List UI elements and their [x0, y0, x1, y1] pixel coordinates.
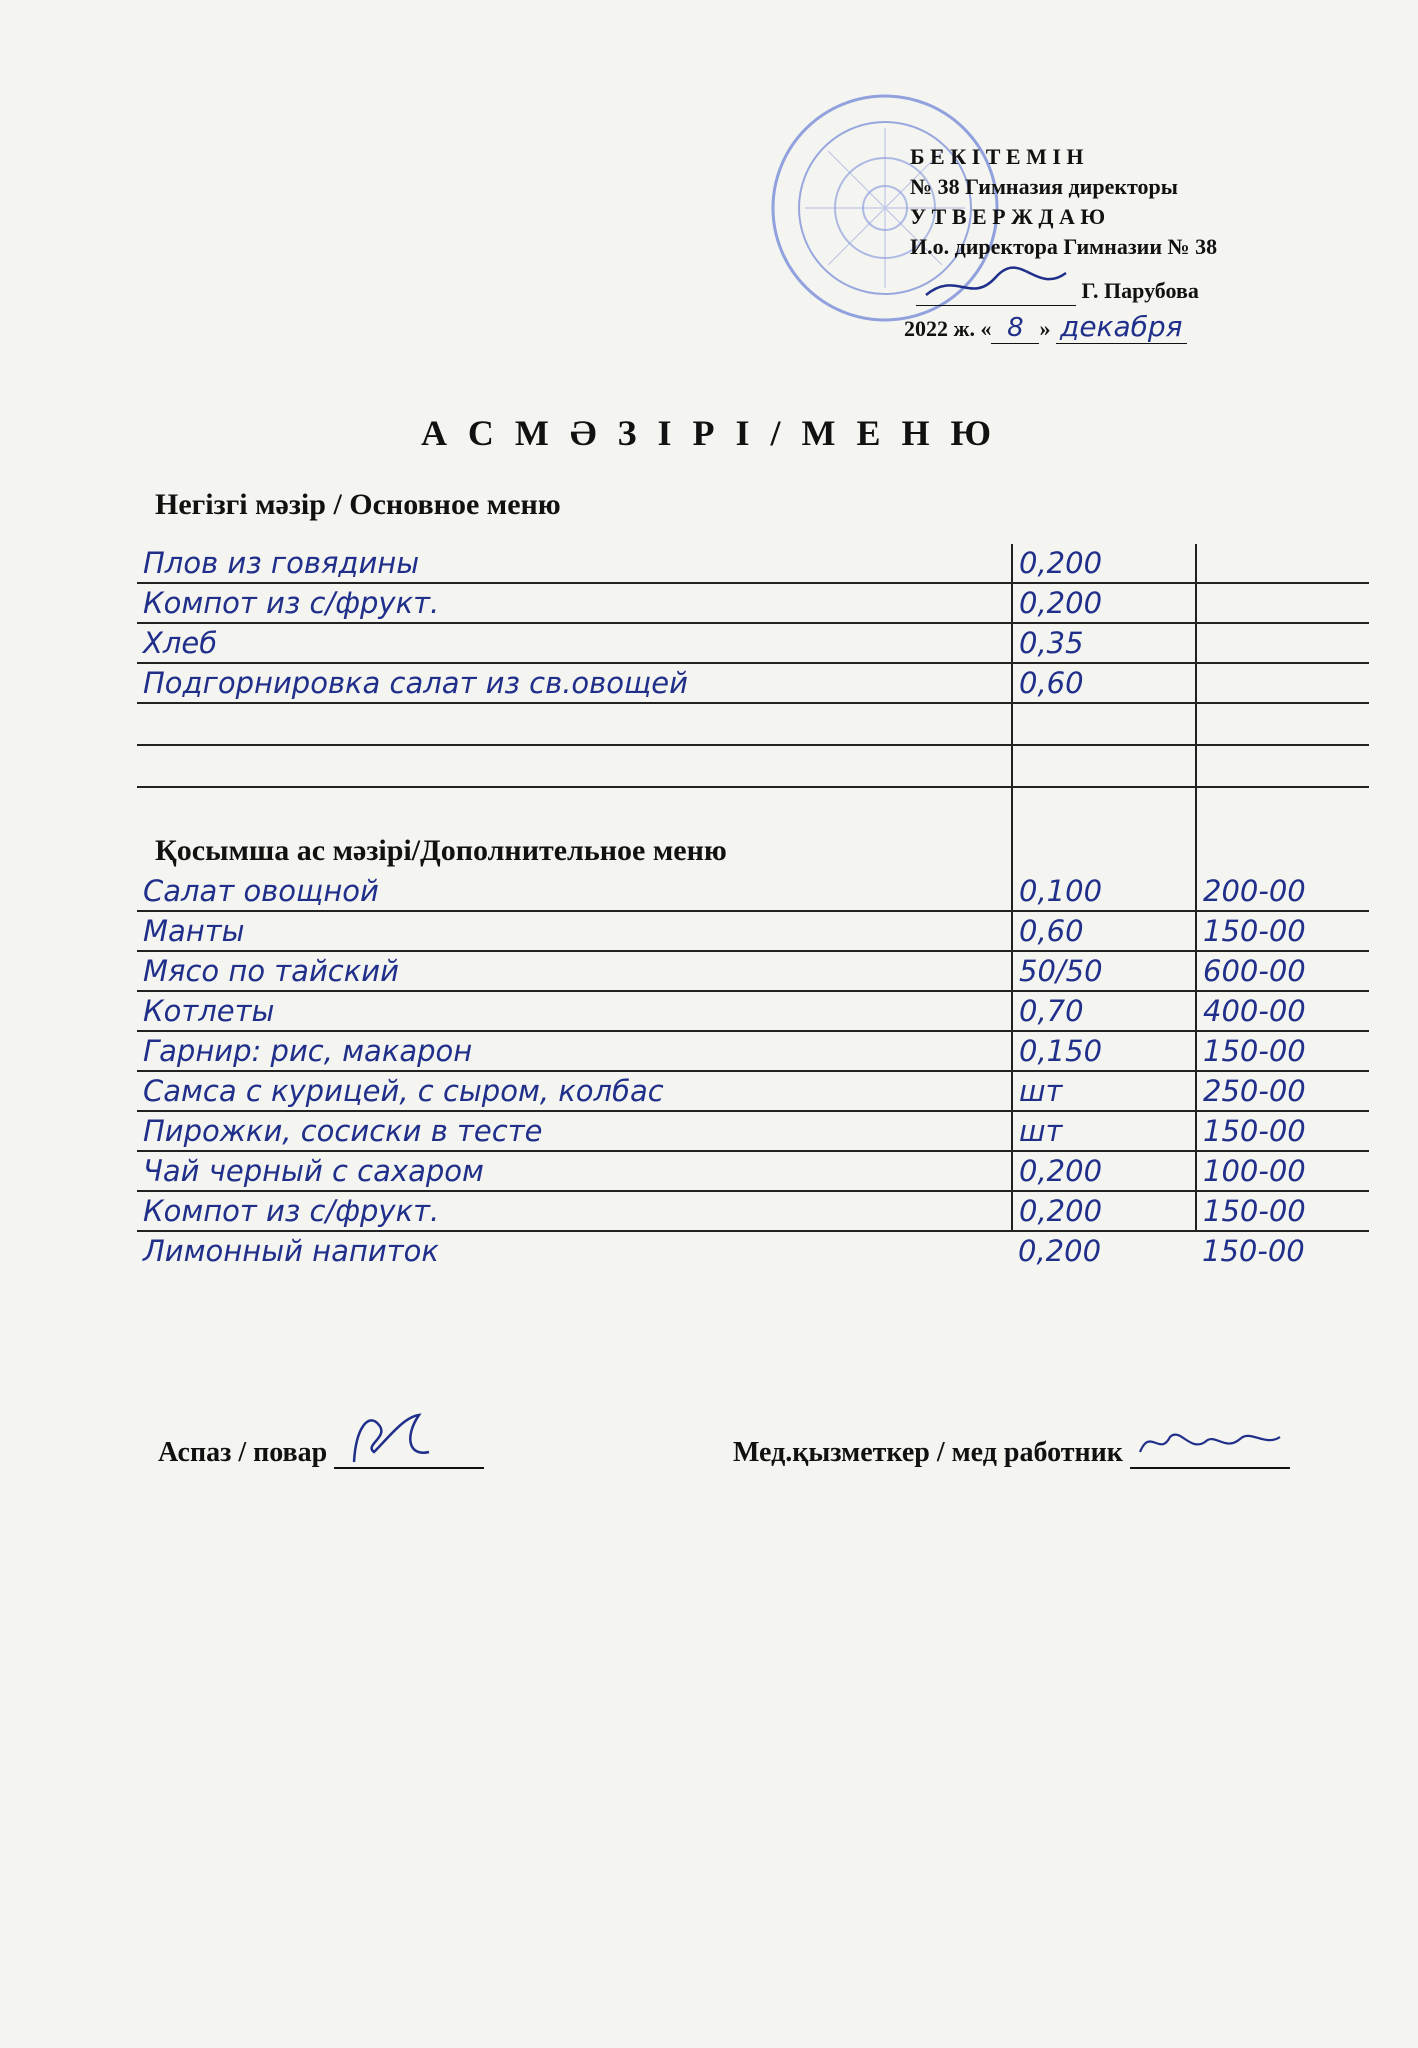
- approval-director-ru: И.о. директора Гимназии № 38: [910, 234, 1218, 259]
- dish-name: Мясо по тайский: [137, 951, 1012, 991]
- dish-name: Компот из с/фрукт.: [137, 1191, 1012, 1231]
- dish-weight: [1012, 703, 1196, 745]
- dish-price: [1196, 703, 1369, 745]
- table-row: [137, 1191, 1369, 1231]
- main-menu-table: [137, 544, 1369, 875]
- dish-name: Гарнир: рис, макарон: [137, 1031, 1012, 1071]
- table-row: [137, 583, 1369, 623]
- dish-weight: 0,60: [1012, 911, 1196, 951]
- med-signature-line: [1130, 1433, 1290, 1469]
- dish-price: 200-00: [1196, 872, 1369, 911]
- table-row: [137, 703, 1369, 745]
- dish-price: 150-00: [1196, 1031, 1369, 1071]
- dish-name: [137, 703, 1012, 745]
- cook-signature-line: [334, 1433, 484, 1469]
- dish-name: Чай черный с сахаром: [137, 1151, 1012, 1191]
- dish-weight: 50/50: [1012, 951, 1196, 991]
- main-menu-heading: Негізгі мәзір / Основное меню: [155, 488, 561, 521]
- table-row: [137, 872, 1369, 911]
- dish-name: Салат овощной: [137, 872, 1012, 911]
- date-month: декабря: [1056, 310, 1187, 344]
- med-label: Мед.қызметкер / мед работник: [733, 1437, 1123, 1468]
- dish-price: [1196, 544, 1369, 583]
- approval-director-kk: № 38 Гимназия директоры: [910, 174, 1178, 199]
- approval-date-row: [904, 312, 1217, 344]
- table-row: [137, 1071, 1369, 1111]
- dish-name: Пирожки, сосиски в тесте: [137, 1111, 1012, 1151]
- table-row: [137, 1031, 1369, 1071]
- table-row: [137, 1151, 1369, 1191]
- dish-weight: 0,150: [1012, 1031, 1196, 1071]
- date-year: 2022 ж. «: [904, 316, 992, 341]
- dish-price: [1196, 663, 1369, 703]
- dish-name: Лимонный напиток: [143, 1234, 439, 1268]
- dish-price: 250-00: [1196, 1071, 1369, 1111]
- dish-weight: 0,70: [1012, 991, 1196, 1031]
- dish-weight: 0,100: [1012, 872, 1196, 911]
- director-signature: [916, 283, 1076, 306]
- dish-price: 150-00: [1196, 911, 1369, 951]
- dish-price: 100-00: [1196, 1151, 1369, 1191]
- director-signature-icon: [916, 265, 1076, 305]
- cook-signature-icon: [334, 1407, 484, 1467]
- director-name: Г. Парубова: [1081, 278, 1199, 303]
- table-row: [137, 544, 1369, 583]
- table-row: [137, 911, 1369, 951]
- med-signature-block: [733, 1433, 1290, 1469]
- approval-line-ru: У Т В Е Р Ж Д А Ю: [910, 204, 1106, 229]
- extra-menu-heading: Қосымша ас мәзірі/Дополнительное меню: [155, 834, 727, 867]
- dish-weight: 0,200: [1012, 583, 1196, 623]
- approval-line-kk: Б Е К І Т Е М І Н: [910, 144, 1084, 169]
- table-row: [137, 623, 1369, 663]
- dish-weight: 0,200: [1012, 1191, 1196, 1231]
- dish-price: [1196, 583, 1369, 623]
- extra-menu-table: [137, 872, 1369, 1270]
- cook-signature-block: [158, 1433, 484, 1469]
- cook-label: Аспаз / повар: [158, 1437, 328, 1468]
- document-title: А С М Ә З І Р І / М Е Н Ю: [420, 413, 998, 453]
- table-row: [137, 1111, 1369, 1151]
- dish-weight: шт: [1012, 1111, 1196, 1151]
- dish-price: 600-00: [1196, 951, 1369, 991]
- table-row: [137, 1231, 1369, 1270]
- dish-weight: 0,200: [1018, 1234, 1102, 1268]
- table-row: [137, 991, 1369, 1031]
- approval-block: [904, 142, 1218, 344]
- dish-name: Подгорнировка салат из св.овощей: [137, 663, 1012, 703]
- table-row: [137, 745, 1369, 787]
- dish-weight: [1012, 745, 1196, 787]
- dish-name: Котлеты: [137, 991, 1012, 1031]
- dish-weight: 0,60: [1012, 663, 1196, 703]
- dish-weight: 0,200: [1012, 544, 1196, 583]
- dish-name: Самса с курицей, с сыром, колбас: [137, 1071, 1012, 1111]
- dish-name: Компот из с/фрукт.: [137, 583, 1012, 623]
- dish-price: 150-00: [1196, 1111, 1369, 1151]
- med-signature-icon: [1130, 1417, 1290, 1467]
- dish-weight: 0,35: [1012, 623, 1196, 663]
- approval-signature-row: [910, 276, 1217, 306]
- dish-price: 150-00: [1202, 1234, 1305, 1268]
- dish-price: 400-00: [1196, 991, 1369, 1031]
- dish-price: [1196, 623, 1369, 663]
- date-close-quote: »: [1039, 316, 1051, 341]
- dish-name: Хлеб: [137, 623, 1012, 663]
- dish-name: Плов из говядины: [137, 544, 1012, 583]
- dish-name: [137, 745, 1012, 787]
- table-row: [137, 951, 1369, 991]
- dish-weight: шт: [1012, 1071, 1196, 1111]
- table-row: [137, 663, 1369, 703]
- dish-name: Манты: [137, 911, 1012, 951]
- date-day: 8: [991, 313, 1039, 344]
- dish-price: 150-00: [1196, 1191, 1369, 1231]
- dish-price: [1196, 745, 1369, 787]
- dish-weight: 0,200: [1012, 1151, 1196, 1191]
